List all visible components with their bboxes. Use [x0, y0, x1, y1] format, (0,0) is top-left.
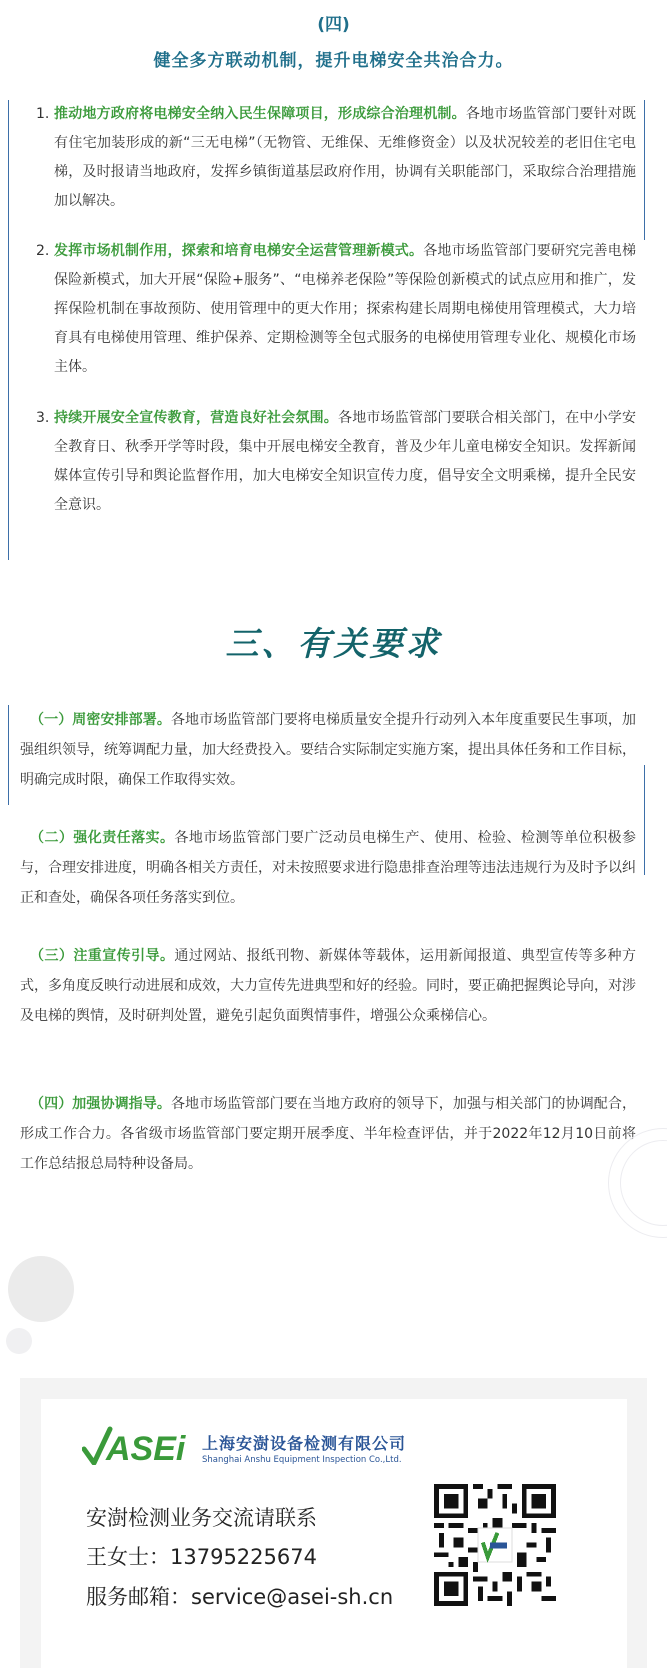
- requirement-lead: （三）注重宣传引导。: [30, 948, 175, 964]
- item-lead: 推动地方政府将电梯安全纳入民生保障项目，形成综合治理机制。: [54, 106, 466, 122]
- item-number: 2.: [36, 243, 50, 259]
- contact-email: 服务邮箱：service@asei-sh.cn: [86, 1585, 394, 1609]
- requirement-text: 各地市场监管部门要将电梯质量安全提升行动列入本年度重要民生事项，加强组织领导，统筹调配力量，加大经费投入。要结合实际制定实施方案，提出具体任务和工作目标，明确完成时限，确保工作取得实效。: [20, 712, 636, 788]
- list-item: [36, 237, 636, 382]
- requirement-lead: （一）周密安排部署。: [30, 712, 171, 728]
- requirement-paragraph: [20, 941, 636, 1031]
- subsection-items: [8, 100, 645, 560]
- contact-intro: 安澍检测业务交流请联系: [86, 1506, 317, 1530]
- subsection-number: (四): [317, 15, 350, 35]
- item-lead: 持续开展安全宣传教育，营造良好社会氛围。: [54, 410, 338, 426]
- item-lead: 发挥市场机制作用，探索和培育电梯安全运营管理新模式。: [54, 243, 424, 259]
- right-rule: [644, 765, 645, 875]
- item-text: 各地市场监管部门要针对既有住宅加装形成的新“三无电梯”（无物管、无维保、无维修资金）以及状况较差的老旧住宅电梯，及时报请当地政府，发挥乡镇街道基层政府作用，协调有关职能部门，采取综合治理措施加以解决。: [54, 106, 637, 209]
- requirement-text: 各地市场监管部门要在当地方政府的领导下，加强与相关部门的协调配合，形成工作合力。各省级市场监管部门要定期开展季度、半年检查评估，并于2022年12月10日前将工作总结报总局特种设备局。: [20, 1096, 636, 1172]
- right-rule: [644, 100, 645, 240]
- requirement-lead: （二）强化责任落实。: [30, 830, 175, 846]
- requirement-paragraph: [20, 823, 636, 913]
- decorative-circle: [8, 1256, 74, 1322]
- left-rule: [8, 705, 9, 805]
- requirement-paragraph: [20, 705, 636, 795]
- company-name-cn: 上海安澍设备检测有限公司: [202, 1434, 407, 1453]
- requirement-text: 各地市场监管部门要广泛动员电梯生产、使用、检验、检测等单位积极参与，合理安排进度，明确各相关方责任，对未按照要求进行隐患排查治理等违法违规行为及时予以纠正和查处，确保各项任务落实到位。: [20, 830, 636, 906]
- item-text: 各地市场监管部门要联合相关部门，在中小学安全教育日、秋季开学等时段，集中开展电梯安全教育，普及少年儿童电梯安全知识。发挥新闻媒体宣传引导和舆论监督作用，加大电梯安全知识宣传力度，倡导安全文明乘梯，提升全民安全意识。: [54, 410, 636, 513]
- asei-logo: [82, 1423, 192, 1465]
- requirements-section: [8, 705, 645, 1185]
- item-text: 各地市场监管部门要研究完善电梯保险新模式，加大开展“保险+服务”、“电梯养老保险”等保险创新模式的试点应用和推广，发挥保险机制在事故预防、使用管理中的更大作用；探索构建长周期电梯使用管理模式，大力培育具有电梯使用管理、维护保养、定期检测等全包式服务的电梯使用管理专业化、规模化市场主体。: [54, 243, 637, 375]
- decorative-dot: [6, 1328, 32, 1354]
- section-title: 三、有关要求: [225, 624, 442, 663]
- logo-text: ASEi: [106, 1430, 186, 1465]
- requirement-lead: （四）加强协调指导。: [30, 1096, 171, 1112]
- requirement-text: 通过网站、报纸刊物、新媒体等载体，运用新闻报道、典型宣传等多种方式，多角度反映行动进展和成效，大力宣传先进典型和好的经验。同时，要正确把握舆论导向，对涉及电梯的舆情，及时研判处置，避免引起负面舆情事件，增强公众乘梯信心。: [20, 948, 636, 1024]
- item-number: 1.: [36, 106, 50, 122]
- left-rule: [8, 100, 9, 560]
- list-item: [36, 100, 636, 216]
- list-item: [36, 404, 636, 520]
- subsection-title: 健全多方联动机制，提升电梯安全共治合力。: [153, 51, 514, 71]
- qr-code-icon: [434, 1484, 556, 1606]
- contact-phone: 王女士：13795225674: [86, 1545, 317, 1569]
- requirement-paragraph: [20, 1089, 636, 1179]
- item-number: 3.: [36, 410, 50, 426]
- company-name-en: Shanghai Anshu Equipment Inspection Co.,Ltd.: [202, 1455, 402, 1465]
